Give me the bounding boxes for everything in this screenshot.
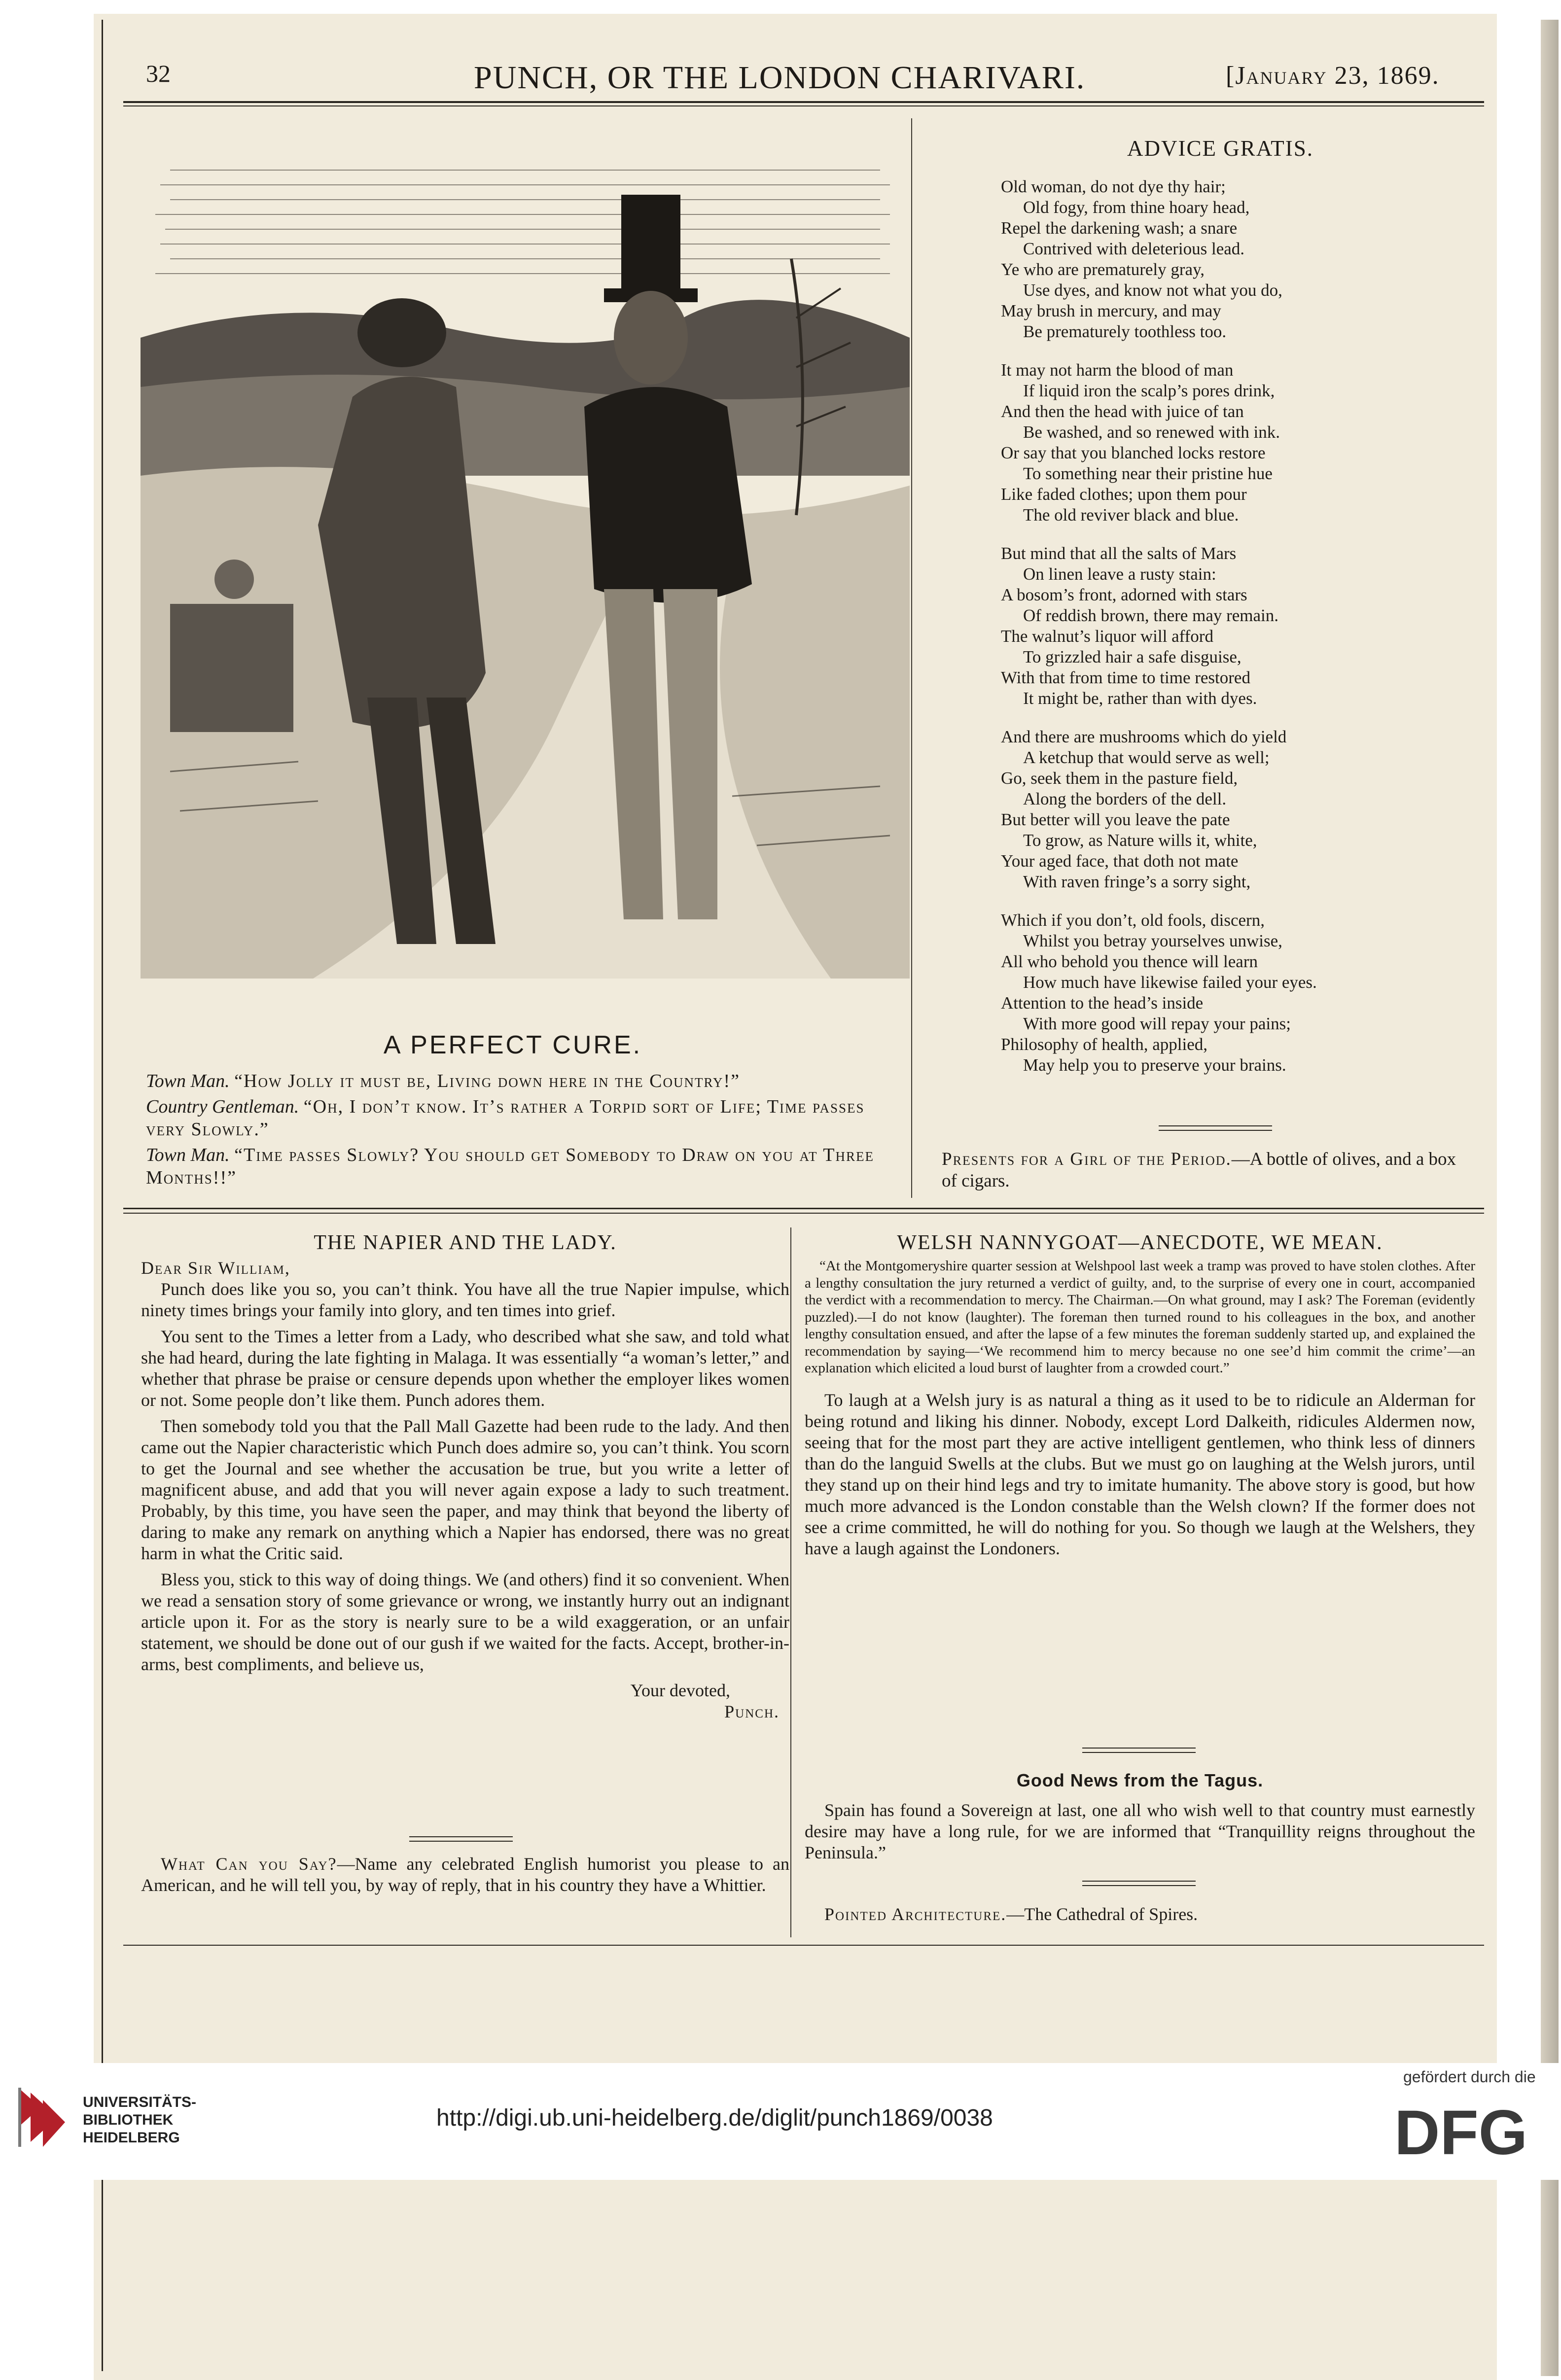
poem-line: Like faded clothes; upon them pour <box>1001 485 1247 504</box>
poem-line: May brush in mercury, and may <box>1001 301 1221 320</box>
cartoon-title: A PERFECT CURE. <box>383 1031 642 1059</box>
poem-line: Old woman, do not dye thy hair; <box>1001 177 1226 196</box>
institution-line: UNIVERSITÄTS- <box>83 2094 197 2110</box>
item-lead: Pointed Architecture. <box>824 1904 1007 1924</box>
signature: Punch. <box>724 1702 780 1721</box>
item-lead: Presents for a Girl of the Period. <box>942 1149 1232 1169</box>
paragraph <box>805 1904 1475 1925</box>
dialogue-line <box>146 1070 908 1092</box>
cartoon-illustration <box>141 131 910 979</box>
poem-line: Contrived with deleterious lead. <box>1023 239 1245 258</box>
item-lead: What Can you Say? <box>161 1854 337 1874</box>
paragraph: Bless you, stick to this way of doing things. We (and others) find it so convenient. When we read a sensation story of some grievance or wrong, we instantly hurry out an indignant article upon it. For as the story is nearly sure to be a wild exaggeration, or an unfair statement, we should be done out of our gush if we waited for the facts. Accept, brother-in-arms, best compliments, and believe us, <box>141 1570 789 1674</box>
item-text: Spain has found a Sovereign at last, one all who wish well to that country must earnestly desire may have a long rule, for we are informed that “Tranquillity reigns throughout the Peninsula.” <box>805 1800 1475 1862</box>
poem-line: On linen leave a rusty stain: <box>1023 564 1216 584</box>
separator-rule <box>1082 1885 1196 1886</box>
poem-line: All who behold you thence will learn <box>1001 952 1258 971</box>
separator-rule <box>1159 1125 1272 1126</box>
section-rule-thin <box>123 1213 1484 1214</box>
poem-line: Attention to the head’s inside <box>1001 993 1204 1013</box>
poem-line: A bosom’s front, adorned with stars <box>1001 585 1247 604</box>
poem-line: Whilst you betray yourselves unwise, <box>1023 931 1282 950</box>
separator-rule <box>1082 1752 1196 1753</box>
presents-item <box>942 1149 1474 1192</box>
poem-line: Use dyes, and know not what you do, <box>1023 280 1282 300</box>
poem-line: But mind that all the salts of Mars <box>1001 544 1237 563</box>
source-url-link[interactable]: http://digi.ub.uni-heidelberg.de/diglit/punch1869/0038 <box>436 2105 993 2131</box>
institution-name <box>83 2094 196 2147</box>
speech: “Oh, I don’t know. It’s rather a Torpid sort of Life; Time passes very Slowly.” <box>146 1096 865 1140</box>
bottom-rule <box>123 1945 1484 1946</box>
stanza <box>1001 176 1474 342</box>
issue-date: [January 23, 1869. <box>1226 62 1440 90</box>
poem-line: It may not harm the blood of man <box>1001 360 1234 380</box>
article-title: THE NAPIER AND THE LADY. <box>314 1231 617 1254</box>
item-text: —A bottle of olives, and a box of cigars. <box>942 1149 1456 1191</box>
stanza <box>1001 543 1474 709</box>
poem-line: With raven fringe’s a sorry sight, <box>1023 872 1251 891</box>
funded-by-label: gefördert durch die <box>1403 2068 1536 2086</box>
poem-line: It might be, rather than with dyes. <box>1023 689 1257 708</box>
page-edge-left <box>102 20 103 2371</box>
poem-line: Ye who are prematurely gray, <box>1001 260 1205 279</box>
dfg-logo-text: DFG <box>1394 2098 1528 2162</box>
quoted-report: “At the Montgomeryshire quarter session at Welshpool last week a tramp was proved to have stolen clothes. After a lengthy consultation the jury returned a verdict of guilty, and, to the surprise of every one in court, accompanied the verdict with a recommendation to mercy. The Chairman.—On what ground, may I ask? The Foreman (evidently puzzled).—I do not know (laughter). The foreman then turned round to his colleagues in the box, and another lengthy consultation ensued, and after the lapse of a few minutes the foreman suddenly started up, and explained the recommendation by saying—‘We recommend him to mercy because no one see’d him commit the crime’—an explanation which elicited a loud burst of laughter from a crowded court.” <box>805 1258 1475 1376</box>
separator-rule <box>1082 1748 1196 1749</box>
poem-line: Old fogy, from thine hoary head, <box>1023 198 1250 217</box>
stanza <box>1001 910 1474 1076</box>
poem-line: Along the borders of the dell. <box>1023 789 1227 808</box>
masthead: PUNCH, OR THE LONDON CHARIVARI. <box>474 60 1086 96</box>
header-rule-thin <box>123 105 1484 106</box>
poem-line: And there are mushrooms which do yield <box>1001 727 1287 746</box>
napier-article <box>141 1232 789 1722</box>
dialogue-line <box>146 1144 908 1189</box>
poem-line: But better will you leave the pate <box>1001 810 1230 829</box>
article-title: Good News from the Tagus. <box>1016 1770 1264 1790</box>
engraving-image <box>141 131 910 979</box>
paragraph <box>805 1800 1475 1863</box>
poem-line: Be washed, and so renewed with ink. <box>1023 422 1280 442</box>
speaker: Country Gentleman. <box>146 1096 299 1117</box>
speaker: Town Man. <box>146 1145 230 1165</box>
poem-line: Philosophy of health, applied, <box>1001 1035 1207 1054</box>
poem-line: A ketchup that would serve as well; <box>1023 748 1270 767</box>
speaker: Town Man. <box>146 1071 230 1091</box>
stanza <box>1001 727 1474 892</box>
pointed-architecture-item <box>805 1904 1475 1930</box>
poem-line: Which if you don’t, old fools, discern, <box>1001 910 1265 930</box>
separator-rule <box>409 1836 513 1837</box>
column-divider-bottom <box>790 1227 791 1937</box>
poem-line: Repel the darkening wash; a snare <box>1001 218 1238 238</box>
section-rule <box>123 1208 1484 1209</box>
poem-line: The walnut’s liquor will afford <box>1001 627 1213 646</box>
poem-line: Your aged face, that doth not mate <box>1001 851 1239 871</box>
poem-line: With that from time to time restored <box>1001 668 1250 687</box>
what-can-you-say-item <box>141 1854 789 1901</box>
article-title: WELSH NANNYGOAT—ANECDOTE, WE MEAN. <box>897 1231 1383 1254</box>
page-edge-right <box>1541 20 1559 2376</box>
dialogue-line <box>146 1095 908 1141</box>
paragraph: You sent to the Times a letter from a Lady, who described what she saw, and told what she had heard, during the late fighting in Malaga. It was essentially “a woman’s letter,” and whether that phrase be praise or censure depends upon whether the employer likes women or not. Some people don’t like them. Punch adores them. <box>141 1327 789 1410</box>
separator-rule <box>409 1841 513 1842</box>
institution-line: BIBLIOTHEK <box>83 2112 174 2128</box>
poem-line: To something near their pristine hue <box>1023 464 1273 483</box>
cartoon-dialogue <box>146 1070 908 1192</box>
poem-line: The old reviver black and blue. <box>1023 505 1239 525</box>
poem-line: How much have likewise failed your eyes. <box>1023 973 1317 992</box>
speech: “How Jolly it must be, Living down here in the Country!” <box>234 1071 741 1091</box>
university-logo-icon <box>11 2078 71 2154</box>
item-text: —Name any celebrated English humorist you please to an American, and he will tell you, by way of reply, that in his country they have a Whittier. <box>141 1854 789 1895</box>
item-text: —The Cathedral of Spires. <box>1006 1904 1198 1924</box>
poem-title: ADVICE GRATIS. <box>1127 136 1313 161</box>
dfg-logo-icon <box>1394 2098 1542 2162</box>
stanza <box>1001 360 1474 525</box>
poem-line: May help you to preserve your brains. <box>1023 1055 1286 1075</box>
paragraph: To laugh at a Welsh jury is as natural a thing as it used to be to ridicule an Alderman for being rotund and liking his dinner. Nobody, except Lord Dalkeith, ridicules Aldermen now, seeing that for the most part they are active intelligent gentlemen, who think less of dinners than do the languid Swells at the clubs. But we must go on laughing at the Welsh jurors, until they stand up on their hind legs and try to imitate humanity. The above story is good, but how much more advanced is the London constable than the Welsh clown? If the former does not see a crime committed, he will do nothing for you. So though we laugh at the Welshers, they have a laugh against the Londoners. <box>805 1390 1475 1558</box>
separator-rule <box>1082 1881 1196 1882</box>
poem-line: Of reddish brown, there may remain. <box>1023 606 1279 625</box>
tagus-article <box>805 1770 1475 1868</box>
institution-line: HEIDELBERG <box>83 2130 180 2146</box>
footer <box>0 2063 1561 2180</box>
poem-line: Go, seek them in the pasture field, <box>1001 769 1238 788</box>
separator-rule <box>1159 1130 1272 1131</box>
poem-line: Be prematurely toothless too. <box>1023 322 1227 341</box>
poem-line: If liquid iron the scalp’s pores drink, <box>1023 381 1275 400</box>
poem-line: To grow, as Nature wills it, white, <box>1023 831 1257 850</box>
poem-body <box>1001 176 1474 1093</box>
paragraph: Then somebody told you that the Pall Mall Gazette had been rude to the lady. And then came out the Napier characteristic which Punch does admire so, you can’t think. You scorn to get the Journal and see whether the accusation be true, but you write a letter of magnificent abuse, and add that you will never again expose a lady to such treatment. Probably, by this time, you have seen the paper, and may think that beyond the liberty of daring to make any remark on anything which a Napier has endorsed, there was no great harm in what the Critic said. <box>141 1416 789 1563</box>
poem-line: With more good will repay your pains; <box>1023 1014 1291 1033</box>
poem-line: Or say that you blanched locks restore <box>1001 443 1266 462</box>
page-number: 32 <box>146 60 171 87</box>
column-divider-top <box>911 118 912 1198</box>
welsh-article <box>805 1232 1475 1564</box>
header-rule <box>123 101 1484 103</box>
paragraph <box>141 1854 789 1896</box>
poem-line: To grizzled hair a safe disguise, <box>1023 647 1242 666</box>
closing: Your devoted, <box>630 1680 730 1700</box>
paragraph: Punch does like you so, you can’t think. You have all the true Napier impulse, which ninety times brings your family into glory, and ten times into grief. <box>141 1279 789 1320</box>
speech: “Time passes Slowly? You should get Somebody to Draw on you at Three Months!!” <box>146 1145 875 1188</box>
poem-line: And then the head with juice of tan <box>1001 402 1244 421</box>
salutation: Dear Sir William, <box>141 1258 290 1278</box>
